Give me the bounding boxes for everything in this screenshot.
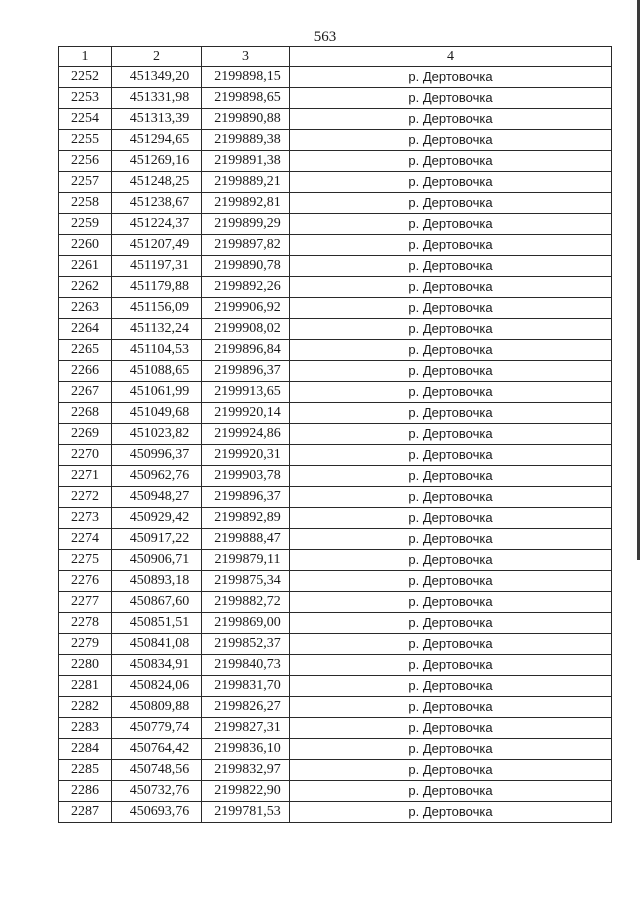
x-coordinate-cell: 450917,22 <box>112 529 202 550</box>
table-row <box>59 634 612 655</box>
point-number-cell: 2283 <box>59 718 112 739</box>
description-cell: р. Дертовочка <box>290 655 612 676</box>
point-number-cell: 2287 <box>59 802 112 823</box>
y-coordinate-cell: 2199906,92 <box>202 298 290 319</box>
table-row <box>59 382 612 403</box>
point-number-cell: 2264 <box>59 319 112 340</box>
table-row <box>59 718 612 739</box>
point-number-cell: 2272 <box>59 487 112 508</box>
y-coordinate-cell: 2199892,81 <box>202 193 290 214</box>
description-cell: р. Дертовочка <box>290 298 612 319</box>
x-coordinate-cell: 450962,76 <box>112 466 202 487</box>
x-coordinate-cell: 451313,39 <box>112 109 202 130</box>
y-coordinate-cell: 2199890,78 <box>202 256 290 277</box>
table-row <box>59 298 612 319</box>
x-coordinate-cell: 450809,88 <box>112 697 202 718</box>
x-coordinate-cell: 450948,27 <box>112 487 202 508</box>
description-cell: р. Дертовочка <box>290 697 612 718</box>
x-coordinate-cell: 451248,25 <box>112 172 202 193</box>
point-number-cell: 2270 <box>59 445 112 466</box>
x-coordinate-cell: 450893,18 <box>112 571 202 592</box>
y-coordinate-cell: 2199836,10 <box>202 739 290 760</box>
x-coordinate-cell: 451104,53 <box>112 340 202 361</box>
x-coordinate-cell: 450748,56 <box>112 760 202 781</box>
description-cell: р. Дертовочка <box>290 382 612 403</box>
y-coordinate-cell: 2199888,47 <box>202 529 290 550</box>
table-row <box>59 571 612 592</box>
y-coordinate-cell: 2199896,84 <box>202 340 290 361</box>
point-number-cell: 2266 <box>59 361 112 382</box>
y-coordinate-cell: 2199896,37 <box>202 487 290 508</box>
description-cell: р. Дертовочка <box>290 550 612 571</box>
table-body <box>59 67 612 823</box>
description-cell: р. Дертовочка <box>290 487 612 508</box>
point-number-cell: 2267 <box>59 382 112 403</box>
table-row <box>59 781 612 802</box>
table-row <box>59 256 612 277</box>
table-row <box>59 130 612 151</box>
y-coordinate-cell: 2199920,14 <box>202 403 290 424</box>
x-coordinate-cell: 451132,24 <box>112 319 202 340</box>
point-number-cell: 2252 <box>59 67 112 88</box>
table-row <box>59 88 612 109</box>
point-number-cell: 2278 <box>59 613 112 634</box>
table-row <box>59 550 612 571</box>
table-row <box>59 277 612 298</box>
header-col-3: 3 <box>202 47 290 67</box>
point-number-cell: 2253 <box>59 88 112 109</box>
y-coordinate-cell: 2199896,37 <box>202 361 290 382</box>
y-coordinate-cell: 2199875,34 <box>202 571 290 592</box>
x-coordinate-cell: 451269,16 <box>112 151 202 172</box>
y-coordinate-cell: 2199822,90 <box>202 781 290 802</box>
description-cell: р. Дертовочка <box>290 172 612 193</box>
description-cell: р. Дертовочка <box>290 571 612 592</box>
point-number-cell: 2274 <box>59 529 112 550</box>
point-number-cell: 2260 <box>59 235 112 256</box>
x-coordinate-cell: 451088,65 <box>112 361 202 382</box>
table-row <box>59 445 612 466</box>
point-number-cell: 2262 <box>59 277 112 298</box>
table-row <box>59 487 612 508</box>
y-coordinate-cell: 2199840,73 <box>202 655 290 676</box>
point-number-cell: 2265 <box>59 340 112 361</box>
y-coordinate-cell: 2199890,88 <box>202 109 290 130</box>
table-row <box>59 739 612 760</box>
x-coordinate-cell: 451179,88 <box>112 277 202 298</box>
table-row <box>59 67 612 88</box>
x-coordinate-cell: 450906,71 <box>112 550 202 571</box>
description-cell: р. Дертовочка <box>290 403 612 424</box>
description-cell: р. Дертовочка <box>290 151 612 172</box>
x-coordinate-cell: 450779,74 <box>112 718 202 739</box>
x-coordinate-cell: 450732,76 <box>112 781 202 802</box>
header-col-2: 2 <box>112 47 202 67</box>
description-cell: р. Дертовочка <box>290 256 612 277</box>
point-number-cell: 2255 <box>59 130 112 151</box>
table-row <box>59 193 612 214</box>
point-number-cell: 2269 <box>59 424 112 445</box>
y-coordinate-cell: 2199889,38 <box>202 130 290 151</box>
description-cell: р. Дертовочка <box>290 67 612 88</box>
x-coordinate-cell: 450693,76 <box>112 802 202 823</box>
y-coordinate-cell: 2199852,37 <box>202 634 290 655</box>
description-cell: р. Дертовочка <box>290 340 612 361</box>
table-row <box>59 109 612 130</box>
x-coordinate-cell: 451207,49 <box>112 235 202 256</box>
table-row <box>59 319 612 340</box>
description-cell: р. Дертовочка <box>290 424 612 445</box>
table-row <box>59 172 612 193</box>
description-cell: р. Дертовочка <box>290 634 612 655</box>
point-number-cell: 2285 <box>59 760 112 781</box>
table-row <box>59 361 612 382</box>
x-coordinate-cell: 451238,67 <box>112 193 202 214</box>
point-number-cell: 2275 <box>59 550 112 571</box>
x-coordinate-cell: 450851,51 <box>112 613 202 634</box>
description-cell: р. Дертовочка <box>290 529 612 550</box>
y-coordinate-cell: 2199781,53 <box>202 802 290 823</box>
point-number-cell: 2257 <box>59 172 112 193</box>
point-number-cell: 2282 <box>59 697 112 718</box>
y-coordinate-cell: 2199832,97 <box>202 760 290 781</box>
y-coordinate-cell: 2199898,65 <box>202 88 290 109</box>
page-number: 563 <box>313 29 337 45</box>
description-cell: р. Дертовочка <box>290 130 612 151</box>
y-coordinate-cell: 2199897,82 <box>202 235 290 256</box>
coordinates-table <box>58 46 612 823</box>
description-cell: р. Дертовочка <box>290 466 612 487</box>
description-cell: р. Дертовочка <box>290 739 612 760</box>
x-coordinate-cell: 451156,09 <box>112 298 202 319</box>
x-coordinate-cell: 451331,98 <box>112 88 202 109</box>
x-coordinate-cell: 451349,20 <box>112 67 202 88</box>
y-coordinate-cell: 2199882,72 <box>202 592 290 613</box>
table-row <box>59 613 612 634</box>
table-row <box>59 508 612 529</box>
y-coordinate-cell: 2199879,11 <box>202 550 290 571</box>
y-coordinate-cell: 2199892,26 <box>202 277 290 298</box>
point-number-cell: 2259 <box>59 214 112 235</box>
point-number-cell: 2286 <box>59 781 112 802</box>
table-row <box>59 592 612 613</box>
point-number-cell: 2271 <box>59 466 112 487</box>
point-number-cell: 2279 <box>59 634 112 655</box>
y-coordinate-cell: 2199826,27 <box>202 697 290 718</box>
y-coordinate-cell: 2199924,86 <box>202 424 290 445</box>
y-coordinate-cell: 2199920,31 <box>202 445 290 466</box>
x-coordinate-cell: 451023,82 <box>112 424 202 445</box>
description-cell: р. Дертовочка <box>290 109 612 130</box>
point-number-cell: 2276 <box>59 571 112 592</box>
table-row <box>59 340 612 361</box>
description-cell: р. Дертовочка <box>290 613 612 634</box>
table-row <box>59 760 612 781</box>
point-number-cell: 2268 <box>59 403 112 424</box>
table-row <box>59 151 612 172</box>
y-coordinate-cell: 2199827,31 <box>202 718 290 739</box>
description-cell: р. Дертовочка <box>290 277 612 298</box>
y-coordinate-cell: 2199913,65 <box>202 382 290 403</box>
x-coordinate-cell: 450841,08 <box>112 634 202 655</box>
point-number-cell: 2284 <box>59 739 112 760</box>
point-number-cell: 2277 <box>59 592 112 613</box>
table-row <box>59 802 612 823</box>
x-coordinate-cell: 450824,06 <box>112 676 202 697</box>
description-cell: р. Дертовочка <box>290 214 612 235</box>
point-number-cell: 2280 <box>59 655 112 676</box>
point-number-cell: 2261 <box>59 256 112 277</box>
description-cell: р. Дертовочка <box>290 319 612 340</box>
description-cell: р. Дертовочка <box>290 760 612 781</box>
description-cell: р. Дертовочка <box>290 718 612 739</box>
y-coordinate-cell: 2199869,00 <box>202 613 290 634</box>
description-cell: р. Дертовочка <box>290 361 612 382</box>
x-coordinate-cell: 450764,42 <box>112 739 202 760</box>
x-coordinate-cell: 450867,60 <box>112 592 202 613</box>
header-col-1: 1 <box>59 47 112 67</box>
y-coordinate-cell: 2199898,15 <box>202 67 290 88</box>
table-row <box>59 697 612 718</box>
y-coordinate-cell: 2199903,78 <box>202 466 290 487</box>
x-coordinate-cell: 451224,37 <box>112 214 202 235</box>
table-row <box>59 466 612 487</box>
point-number-cell: 2256 <box>59 151 112 172</box>
y-coordinate-cell: 2199908,02 <box>202 319 290 340</box>
y-coordinate-cell: 2199831,70 <box>202 676 290 697</box>
table-row <box>59 235 612 256</box>
x-coordinate-cell: 450929,42 <box>112 508 202 529</box>
x-coordinate-cell: 451294,65 <box>112 130 202 151</box>
description-cell: р. Дертовочка <box>290 235 612 256</box>
point-number-cell: 2258 <box>59 193 112 214</box>
x-coordinate-cell: 451061,99 <box>112 382 202 403</box>
x-coordinate-cell: 451197,31 <box>112 256 202 277</box>
description-cell: р. Дертовочка <box>290 781 612 802</box>
description-cell: р. Дертовочка <box>290 592 612 613</box>
point-number-cell: 2263 <box>59 298 112 319</box>
description-cell: р. Дертовочка <box>290 88 612 109</box>
table-header-row <box>59 47 612 67</box>
description-cell: р. Дертовочка <box>290 802 612 823</box>
table-row <box>59 529 612 550</box>
x-coordinate-cell: 450834,91 <box>112 655 202 676</box>
table-row <box>59 676 612 697</box>
table-row <box>59 655 612 676</box>
x-coordinate-cell: 450996,37 <box>112 445 202 466</box>
x-coordinate-cell: 451049,68 <box>112 403 202 424</box>
header-col-4: 4 <box>290 47 612 67</box>
y-coordinate-cell: 2199891,38 <box>202 151 290 172</box>
point-number-cell: 2281 <box>59 676 112 697</box>
description-cell: р. Дертовочка <box>290 508 612 529</box>
description-cell: р. Дертовочка <box>290 193 612 214</box>
point-number-cell: 2254 <box>59 109 112 130</box>
y-coordinate-cell: 2199889,21 <box>202 172 290 193</box>
point-number-cell: 2273 <box>59 508 112 529</box>
y-coordinate-cell: 2199892,89 <box>202 508 290 529</box>
table-row <box>59 214 612 235</box>
description-cell: р. Дертовочка <box>290 445 612 466</box>
y-coordinate-cell: 2199899,29 <box>202 214 290 235</box>
description-cell: р. Дертовочка <box>290 676 612 697</box>
table-row <box>59 424 612 445</box>
table-row <box>59 403 612 424</box>
